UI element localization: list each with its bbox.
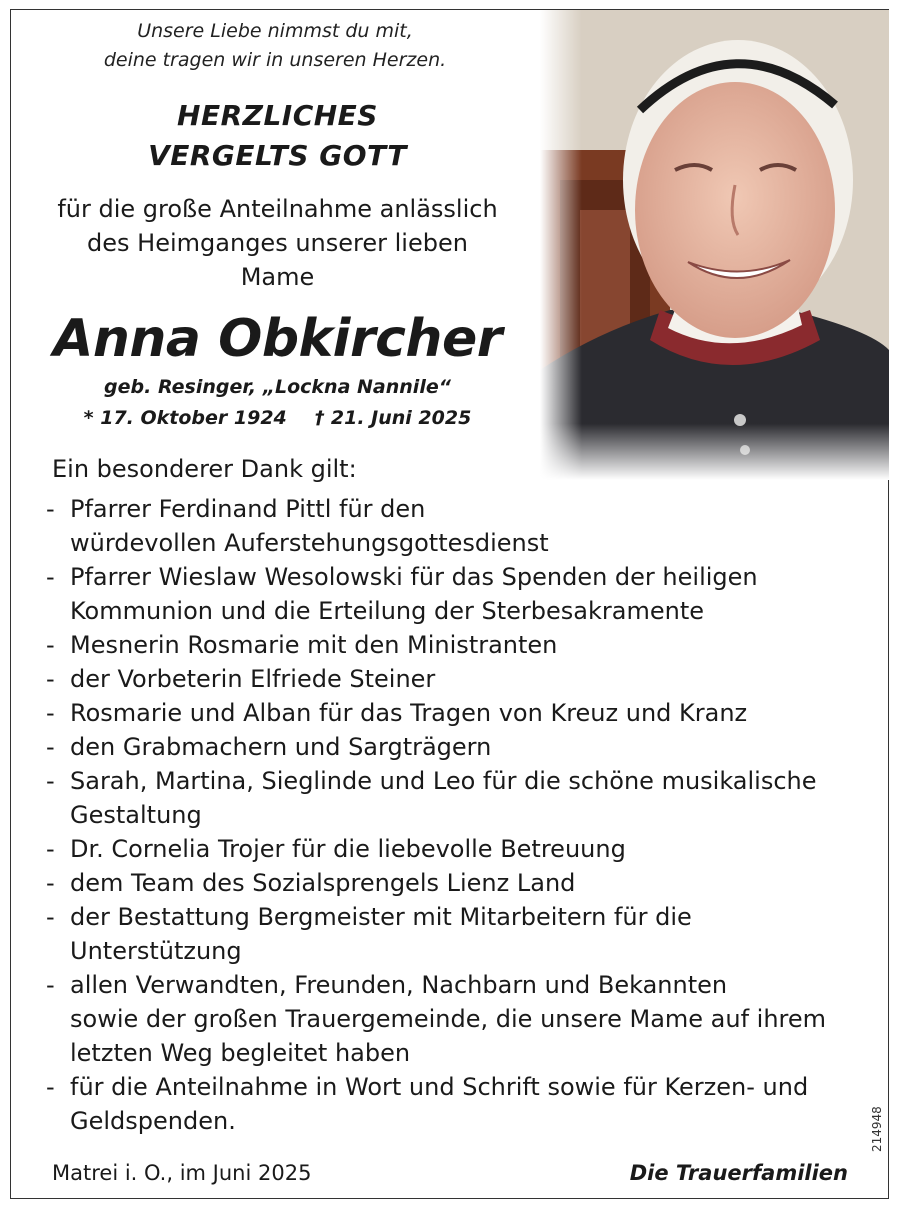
intro-line: des Heimganges unserer lieben xyxy=(87,229,468,257)
list-item xyxy=(46,900,856,968)
life-dates xyxy=(40,403,515,433)
list-item-line: Mesnerin Rosmarie mit den Ministranten xyxy=(70,631,558,659)
maiden-name: geb. Resinger, „Lockna Nannile“ xyxy=(104,376,451,398)
list-item-line: Pfarrer Wieslaw Wesolowski für das Spenden der heiligen xyxy=(70,563,758,591)
list-item xyxy=(46,662,856,696)
thanks-list xyxy=(46,492,856,1138)
list-item xyxy=(46,1070,856,1138)
list-dash: - xyxy=(46,835,55,863)
heading xyxy=(60,96,495,176)
list-item-line: für die Anteilnahme in Wort und Schrift sowie für Kerzen- und xyxy=(70,1073,809,1101)
list-item xyxy=(46,832,856,866)
list-item-line: Kommunion und die Erteilung der Sterbesakramente xyxy=(70,597,704,625)
list-dash: - xyxy=(46,1073,55,1101)
list-item xyxy=(46,968,856,1070)
list-dash: - xyxy=(46,767,55,795)
list-dash: - xyxy=(46,733,55,761)
heading-line: VERGELTS GOTT xyxy=(148,139,407,172)
list-item-line: dem Team des Sozialsprengels Lienz Land xyxy=(70,869,576,897)
list-dash: - xyxy=(46,495,55,523)
list-dash: - xyxy=(46,699,55,727)
list-item xyxy=(46,628,856,662)
list-item xyxy=(46,764,856,832)
list-item-line: Rosmarie und Alban für das Tragen von Kreuz und Kranz xyxy=(70,699,748,727)
list-dash: - xyxy=(46,903,55,931)
list-item-line: Geldspenden. xyxy=(70,1107,236,1135)
motto-line: deine tragen wir in unseren Herzen. xyxy=(103,49,447,71)
ad-code: 214948 xyxy=(870,1106,884,1152)
list-item-line: würdevollen Auferstehungsgottesdienst xyxy=(70,529,549,557)
deceased-name: Anna Obkircher xyxy=(53,309,502,369)
list-item-line: allen Verwandten, Freunden, Nachbarn und Bekannten xyxy=(70,971,728,999)
list-dash: - xyxy=(46,869,55,897)
list-dash: - xyxy=(46,563,55,591)
intro-line: für die große Anteilnahme anlässlich xyxy=(57,195,498,223)
list-item xyxy=(46,696,856,730)
signature: Die Trauerfamilien xyxy=(629,1161,848,1185)
intro-text xyxy=(40,192,515,294)
motto xyxy=(60,17,490,75)
thanks-intro: Ein besonderer Dank gilt: xyxy=(52,455,357,483)
list-item-line: Pfarrer Ferdinand Pittl für den xyxy=(70,495,426,523)
list-item-line: der Vorbeterin Elfriede Steiner xyxy=(70,665,436,693)
list-dash: - xyxy=(46,631,55,659)
portrait-photo xyxy=(540,10,889,480)
list-item-line: letzten Weg begleitet haben xyxy=(70,1039,411,1067)
list-item xyxy=(46,866,856,900)
list-item xyxy=(46,730,856,764)
motto-line: Unsere Liebe nimmst du mit, xyxy=(137,20,413,42)
list-dash: - xyxy=(46,971,55,999)
place-and-date: Matrei i. O., im Juni 2025 xyxy=(52,1161,312,1185)
list-item-line: den Grabmachern und Sargträgern xyxy=(70,733,492,761)
intro-line: Mame xyxy=(240,263,315,291)
list-item-line: Gestaltung xyxy=(70,801,202,829)
list-item xyxy=(46,492,856,560)
list-dash: - xyxy=(46,665,55,693)
list-item-line: Dr. Cornelia Trojer für die liebevolle Betreuung xyxy=(70,835,626,863)
list-item-line: sowie der großen Trauergemeinde, die unsere Mame auf ihrem xyxy=(70,1005,827,1033)
heading-line: HERZLICHES xyxy=(177,99,378,132)
list-item-line: der Bestattung Bergmeister mit Mitarbeitern für die xyxy=(70,903,692,931)
list-item xyxy=(46,560,856,628)
list-item-line: Sarah, Martina, Sieglinde und Leo für die schöne musikalische xyxy=(70,767,817,795)
death-date: † 21. Juni 2025 xyxy=(314,407,472,429)
birth-date: * 17. Oktober 1924 xyxy=(83,407,287,429)
list-item-line: Unterstützung xyxy=(70,937,242,965)
